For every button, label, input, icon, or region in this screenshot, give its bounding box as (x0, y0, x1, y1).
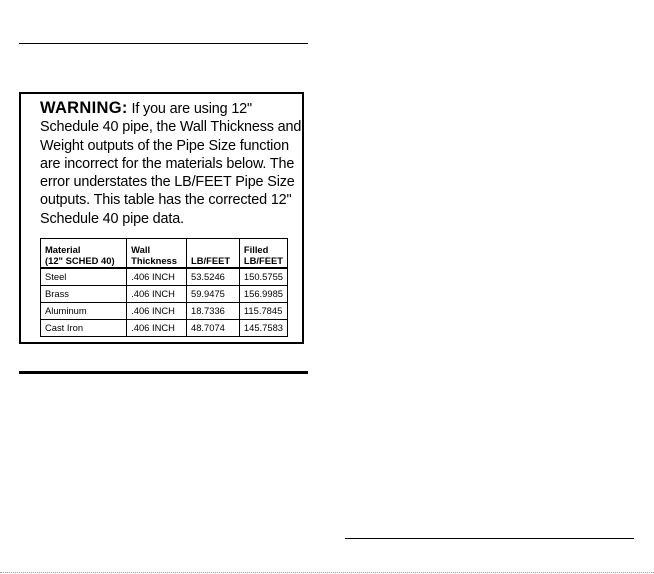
cell-filled: 115.7845 (239, 303, 287, 320)
cell-wall: .406 INCH (127, 303, 187, 320)
cell-filled: 156.9985 (239, 286, 287, 303)
table-row (41, 303, 288, 320)
cell-lbfeet: 48.7074 (187, 320, 240, 337)
cell-wall: .406 INCH (127, 286, 187, 303)
header-wall-thickness: Wall Thickness (127, 239, 187, 269)
cell-filled: 145.7583 (239, 320, 287, 337)
table-header-row (41, 239, 288, 269)
cell-wall: .406 INCH (127, 268, 187, 286)
warning-paragraph (40, 99, 302, 228)
header-material: Material (12" SCHED 40) (41, 239, 127, 269)
cell-material: Cast Iron (41, 320, 127, 337)
table-row (41, 320, 288, 337)
header-lb-feet: LB/FEET (187, 239, 240, 269)
header-filled-lb-feet: Filled LB/FEET (239, 239, 287, 269)
bottom-divider (345, 538, 634, 539)
warning-body: If you are using 12" Schedule 40 pipe, the Wall Thickness and Weight outputs of the Pipe Size function are incorrect for the materials below. The error understates the LB/FEET Pipe Size outputs. This table has the corrected 12" Schedule 40 pipe data. (40, 101, 302, 227)
cell-lbfeet: 53.5246 (187, 268, 240, 286)
cell-material: Steel (41, 268, 127, 286)
cell-lbfeet: 18.7336 (187, 303, 240, 320)
cell-material: Aluminum (41, 303, 127, 320)
page-edge-dotted-line (0, 572, 654, 573)
cell-material: Brass (41, 286, 127, 303)
table-row (41, 268, 288, 286)
warning-label: WARNING: (40, 99, 128, 117)
cell-wall: .406 INCH (127, 320, 187, 337)
section-divider-thick (19, 371, 308, 374)
warning-box (19, 92, 304, 344)
cell-filled: 150.5755 (239, 268, 287, 286)
pipe-data-table (40, 238, 288, 337)
table-row (41, 286, 288, 303)
cell-lbfeet: 59.9475 (187, 286, 240, 303)
top-divider (19, 43, 308, 44)
